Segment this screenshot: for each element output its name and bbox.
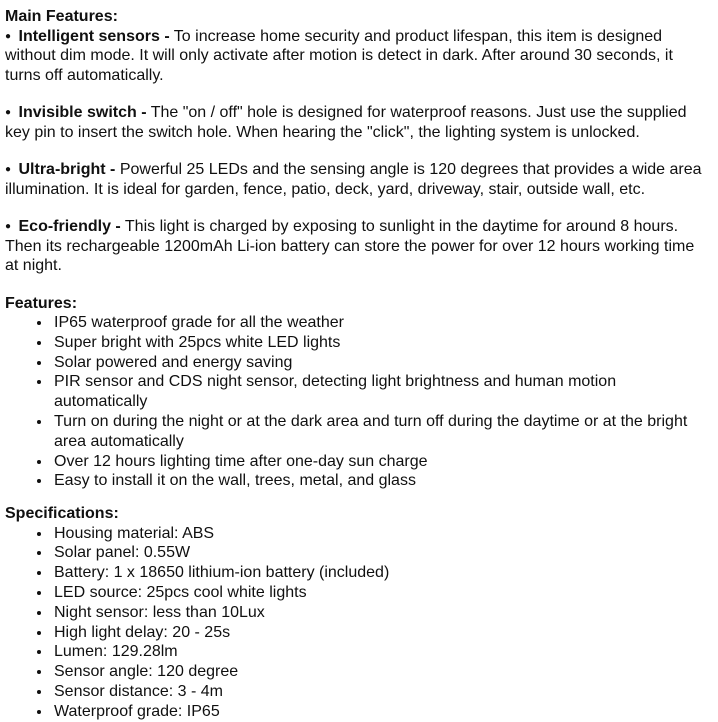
list-item: • Waterproof grade: IP65 [52,702,710,722]
feature-paragraph-ultra-bright [5,160,710,199]
paragraph-body: To increase home security and product lifespan, this item is designed without dim mode. It will only activate after motion is detect in dark. After around 30 seconds, it turns off automatically. [5,27,673,84]
list-item: • Over 12 hours lighting time after one-day sun charge [52,452,710,472]
list-item: • Sensor distance: 3 - 4m [52,682,710,702]
list-item: • Solar powered and energy saving [52,353,710,373]
paragraph-lead: Invisible switch - [18,104,147,121]
list-item: • Solar panel: 0.55W [52,543,710,563]
list-item: • Lumen: 129.28lm [52,642,710,662]
list-item: • IP65 waterproof grade for all the weather [52,313,710,333]
bullet-icon: ● [5,107,12,118]
main-features-heading: Main Features: [5,8,118,25]
paragraph-lead: Intelligent sensors - [18,27,170,45]
features-list [5,313,710,491]
feature-paragraph-invisible-switch [5,103,710,142]
paragraph-lead: Eco-friendly - [18,218,121,235]
paragraph-body: Powerful 25 LEDs and the sensing angle is 120 degrees that provides a wide area illumination. It is ideal for garden, fence, patio, deck, yard, driveway, stair, outside wall, etc. [5,161,702,198]
feature-paragraph-eco-friendly [5,217,710,276]
specifications-list [5,524,710,722]
bullet-icon: ● [5,221,12,232]
list-item: • Battery: 1 x 18650 lithium-ion battery (included) [52,563,710,583]
features-heading: Features: [5,294,78,312]
list-item: • LED source: 25pcs cool white lights [52,583,710,603]
paragraph-body: This light is charged by exposing to sunlight in the daytime for around 8 hours. Then its rechargeable 1200mAh Li-ion battery can store the power for over 12 hours working time at night. [5,218,695,274]
feature-paragraph-intelligent-sensors [5,27,710,86]
list-item: • PIR sensor and CDS night sensor, detecting light brightness and human motion automatically [52,372,710,412]
list-item: • Housing material: ABS [52,524,710,544]
paragraph-body: The "on / off" hole is designed for waterproof reasons. Just use the supplied key pin to insert the switch hole. When hearing the "click", the lighting system is unlocked. [5,104,687,141]
list-item: • Night sensor: less than 10Lux [52,603,710,623]
list-item: • High light delay: 20 - 25s [52,623,710,643]
bullet-icon: ● [5,164,12,175]
specifications-heading: Specifications: [5,505,119,523]
list-item: • Sensor angle: 120 degree [52,662,710,682]
list-item: • Turn on during the night or at the dark area and turn off during the daytime or at the bright area automatically [52,412,710,452]
list-item: • Easy to install it on the wall, trees, metal, and glass [52,471,710,491]
list-item: • Super bright with 25pcs white LED lights [52,333,710,353]
bullet-icon: ● [5,30,12,42]
paragraph-lead: Ultra-bright - [18,161,116,178]
